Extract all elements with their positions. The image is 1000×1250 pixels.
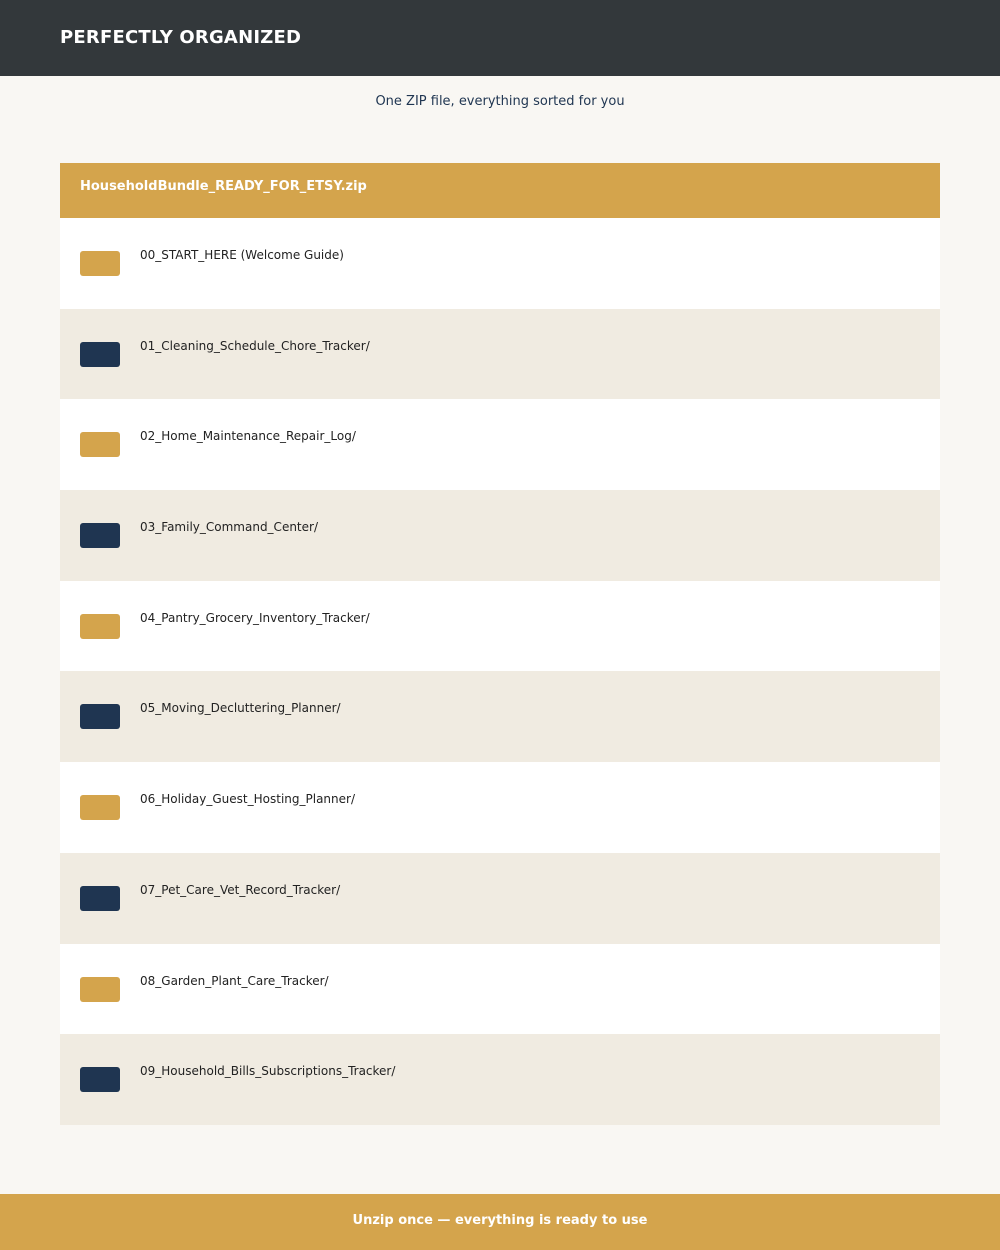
page-title: PERFECTLY ORGANIZED: [60, 27, 302, 48]
folder-label: 04_Pantry_Grocery_Inventory_Tracker/: [140, 610, 370, 625]
page-subtitle: One ZIP file, everything sorted for you: [375, 94, 625, 109]
footer-message: Unzip once — everything is ready to use: [352, 1213, 648, 1228]
folder-list: [60, 218, 940, 1125]
folder-row[interactable]: [60, 1034, 940, 1125]
folder-label: 05_Moving_Decluttering_Planner/: [140, 701, 341, 716]
folder-label: 01_Cleaning_Schedule_Chore_Tracker/: [140, 338, 370, 353]
folder-label: 00_START_HERE (Welcome Guide): [140, 248, 344, 262]
folder-label: 02_Home_Maintenance_Repair_Log/: [140, 429, 356, 444]
folder-row[interactable]: [60, 309, 940, 400]
folder-row[interactable]: [60, 581, 940, 672]
page-footer: [0, 1194, 1000, 1250]
folder-icon: [80, 251, 120, 276]
folder-icon: [80, 977, 120, 1002]
folder-icon: [80, 1067, 120, 1092]
folder-label: 07_Pet_Care_Vet_Record_Tracker/: [140, 882, 341, 897]
folder-icon: [80, 886, 120, 911]
folder-icon: [80, 614, 120, 639]
folder-row[interactable]: [60, 218, 940, 309]
folder-row[interactable]: [60, 944, 940, 1035]
folder-row[interactable]: [60, 490, 940, 581]
zip-file-header[interactable]: [60, 163, 940, 218]
folder-icon: [80, 523, 120, 548]
folder-row[interactable]: [60, 762, 940, 853]
folder-icon: [80, 342, 120, 367]
folder-label: 03_Family_Command_Center/: [140, 520, 318, 535]
folder-label: 09_Household_Bills_Subscriptions_Tracker/: [140, 1064, 396, 1079]
folder-icon: [80, 704, 120, 729]
zip-contents-panel: [60, 163, 940, 1125]
folder-label: 08_Garden_Plant_Care_Tracker/: [140, 973, 329, 988]
folder-row[interactable]: [60, 853, 940, 944]
folder-row[interactable]: [60, 671, 940, 762]
folder-row[interactable]: [60, 399, 940, 490]
zip-file-name: HouseholdBundle_READY_FOR_ETSY.zip: [80, 179, 367, 194]
folder-label: 06_Holiday_Guest_Hosting_Planner/: [140, 792, 355, 807]
folder-icon: [80, 795, 120, 820]
page-header: [0, 0, 1000, 76]
folder-icon: [80, 432, 120, 457]
